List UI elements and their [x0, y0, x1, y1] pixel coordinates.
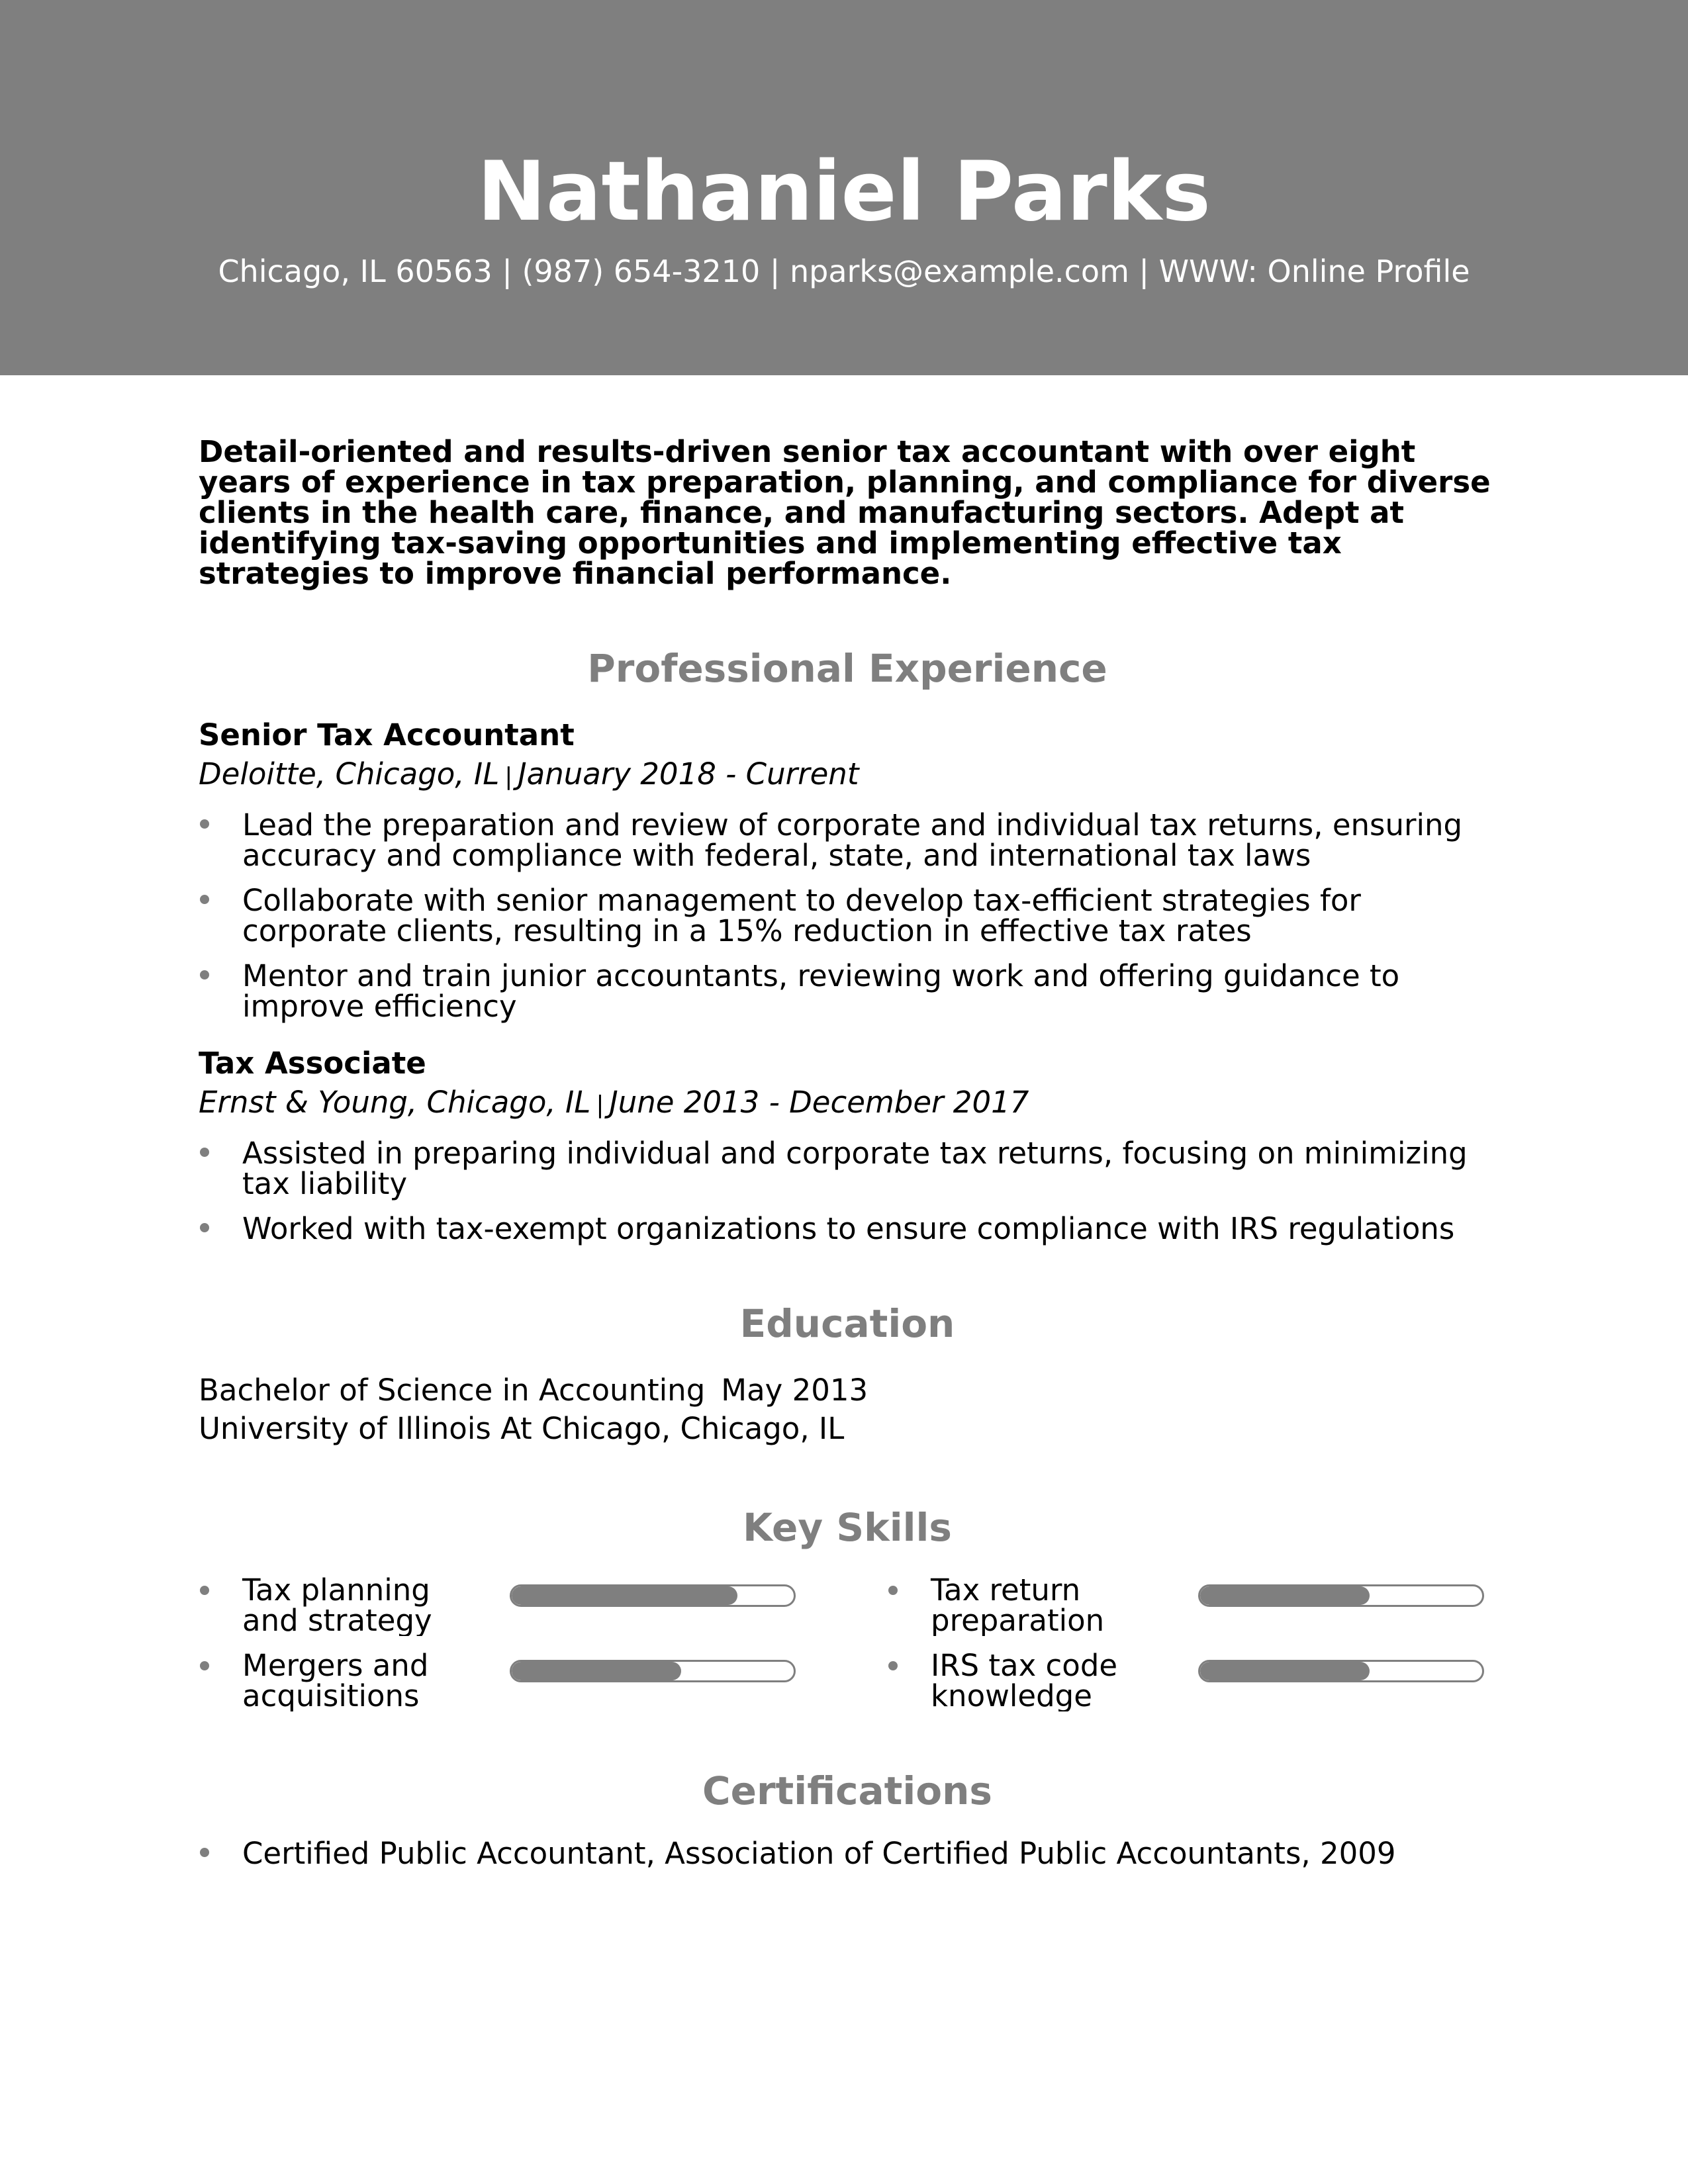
- bullet-icon: [200, 819, 209, 829]
- job-company: Deloitte, Chicago, IL: [199, 756, 500, 792]
- candidate-name: Nathaniel Parks: [477, 144, 1211, 240]
- skill-name: Tax return preparation: [931, 1575, 1105, 1636]
- bullet-icon: [200, 1223, 209, 1232]
- skill-name: Tax planning and strategy: [242, 1575, 432, 1636]
- section-title-skills: Key Skills: [743, 1505, 952, 1550]
- job-entry: [199, 716, 1496, 1022]
- certification-list: [199, 1836, 1496, 1871]
- skill-name: IRS tax code knowledge: [931, 1651, 1118, 1711]
- job-company: Ernst & Young, Chicago, IL: [199, 1085, 591, 1120]
- job-dates: January 2018 - Current: [518, 756, 859, 792]
- certification-item: [199, 1836, 1496, 1871]
- certification-text: Certified Public Accountant, Association of Certified Public Accountants, 2009: [242, 1836, 1396, 1871]
- skill-level-bar: [510, 1584, 796, 1607]
- skill-name: Mergers and acquisitions: [242, 1651, 429, 1711]
- bullet-icon: [200, 1586, 209, 1595]
- bullet-icon: [888, 1661, 898, 1670]
- skill-level-bar: [1198, 1660, 1484, 1682]
- job-bullet: [199, 1211, 1496, 1246]
- job-bullet: [199, 883, 1496, 948]
- resume-body: [199, 434, 1496, 1884]
- section-title-experience: Professional Experience: [587, 646, 1107, 691]
- bullet-text: Collaborate with senior management to develop tax-efficient strategies for corporate clients, resulting in a 15% reduction in effective tax rates: [242, 883, 1361, 948]
- job-title: Senior Tax Accountant: [199, 717, 575, 752]
- job-bullet: [199, 958, 1496, 1024]
- skill-item: [199, 1651, 887, 1711]
- education-date: May 2013: [721, 1373, 868, 1408]
- job-separator: |: [596, 1091, 604, 1118]
- skill-level-fill: [1200, 1662, 1370, 1680]
- job-bullets: [199, 1138, 1496, 1244]
- section-title-education: Education: [739, 1301, 955, 1346]
- resume-header: [0, 0, 1688, 375]
- job-meta: [199, 754, 1496, 797]
- job-dates: June 2013 - December 2017: [609, 1085, 1029, 1120]
- bullet-icon: [200, 1848, 209, 1857]
- bullet-text: Mentor and train junior accountants, reviewing work and offering guidance to improve efficiency: [242, 958, 1400, 1024]
- job-bullet: [199, 1138, 1496, 1199]
- bullet-text: Assisted in preparing individual and corporate tax returns, focusing on minimizing tax liability: [242, 1136, 1468, 1201]
- bullet-icon: [200, 1148, 209, 1157]
- job-meta: [199, 1083, 1496, 1125]
- skill-level-bar: [510, 1660, 796, 1682]
- education-degree: Bachelor of Science in Accounting: [199, 1373, 706, 1408]
- education-degree-line: [199, 1371, 1496, 1410]
- skills-grid: [199, 1575, 1496, 1711]
- skill-level-bar: [1198, 1584, 1484, 1607]
- contact-info: Chicago, IL 60563 | (987) 654-3210 | nparks@example.com | WWW: Online Profile: [218, 253, 1470, 289]
- skill-item: [199, 1575, 887, 1636]
- job-title: Tax Associate: [199, 1046, 426, 1081]
- bullet-icon: [200, 970, 209, 979]
- skill-item: [887, 1575, 1496, 1636]
- bullet-text: Worked with tax-exempt organizations to ensure compliance with IRS regulations: [242, 1211, 1455, 1246]
- section-title-certifications: Certifications: [702, 1768, 992, 1813]
- bullet-icon: [200, 895, 209, 904]
- bullet-icon: [200, 1661, 209, 1670]
- skill-level-fill: [512, 1662, 681, 1680]
- job-bullet: [199, 807, 1496, 873]
- summary-paragraph: Detail-oriented and results-driven senior tax accountant with over eight years of experience in tax preparation, planning, and compliance for diverse clients in the health care, finance, and manufacturing sectors. Adept at identifying tax-saving opportunities and implementing effective tax strategies to improve financial performance.: [199, 434, 1491, 591]
- job-bullets: [199, 807, 1496, 1024]
- bullet-icon: [888, 1586, 898, 1595]
- job-separator: |: [504, 763, 513, 790]
- skill-item: [887, 1651, 1496, 1711]
- skill-level-fill: [1200, 1586, 1370, 1605]
- job-entry: [199, 1044, 1496, 1244]
- skill-level-fill: [512, 1586, 737, 1605]
- bullet-text: Lead the preparation and review of corporate and individual tax returns, ensuring accuracy and compliance with federal, state, and international tax laws: [242, 807, 1463, 873]
- education-school: University of Illinois At Chicago, Chicago, IL: [199, 1411, 845, 1446]
